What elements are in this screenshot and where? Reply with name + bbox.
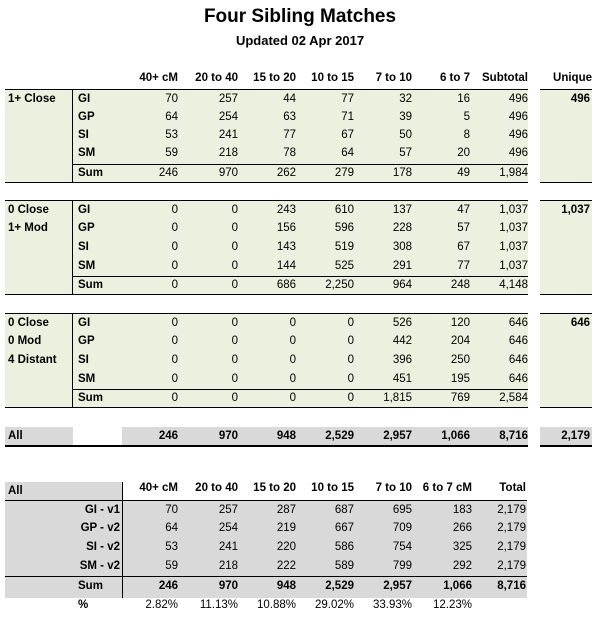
group-3-label-2: 0 Mod	[8, 335, 42, 347]
cell: 77	[457, 260, 470, 272]
cell: 241	[218, 129, 238, 141]
cell: 646	[508, 354, 528, 366]
col-header-20to40: 20 to 40	[195, 72, 238, 84]
t2-header-total: Total	[499, 482, 526, 494]
cell: 0	[171, 392, 178, 404]
cell: 8	[463, 129, 470, 141]
group-3-unique: 646	[570, 317, 590, 329]
cell: 254	[218, 111, 238, 123]
cell: 799	[392, 560, 412, 572]
row-label: GI - v1	[84, 504, 120, 516]
cell: 59	[165, 560, 178, 572]
cell: 1,037	[499, 260, 528, 272]
cell: 0	[231, 279, 238, 291]
cell: 2,957	[383, 430, 412, 442]
cell: 0	[289, 392, 296, 404]
col-header-15to20: 15 to 20	[253, 72, 296, 84]
cell: 243	[276, 204, 296, 216]
cell: 53	[165, 541, 178, 553]
group-1-unique-bottom-line	[540, 182, 592, 183]
cell: 496	[508, 111, 528, 123]
cell: 586	[334, 541, 354, 553]
row-label: GP	[78, 335, 95, 347]
row-label: GP - v2	[80, 522, 120, 534]
cell: 442	[392, 335, 412, 347]
cell: 250	[450, 354, 470, 366]
cell: 67	[457, 241, 470, 253]
cell: 2,179	[497, 504, 526, 516]
cell: 396	[392, 354, 412, 366]
cell: 143	[276, 241, 296, 253]
cell: 32	[399, 93, 412, 105]
group-3-unique-bottom-line	[540, 407, 592, 408]
cell: 204	[450, 335, 470, 347]
cell: 29.02%	[314, 599, 354, 611]
cell: 769	[450, 392, 470, 404]
cell: 0	[171, 260, 178, 272]
row-label: GP	[78, 111, 95, 123]
cell: 218	[218, 560, 238, 572]
col-header-subtotal: Subtotal	[482, 72, 528, 84]
t2-header-15to20: 15 to 20	[253, 482, 296, 494]
cell: 0	[231, 222, 238, 234]
cell: 0	[347, 392, 354, 404]
cell: 71	[341, 111, 354, 123]
cell: 496	[508, 93, 528, 105]
group-1-bottom-line	[5, 182, 528, 183]
cell: 0	[231, 354, 238, 366]
cell: 0	[171, 204, 178, 216]
cell: 78	[283, 147, 296, 159]
cell: 39	[399, 111, 412, 123]
cell: 525	[334, 260, 354, 272]
cell: 948	[276, 580, 296, 592]
cell: 1,037	[499, 222, 528, 234]
row-label: SI - v2	[86, 541, 120, 553]
cell: 0	[289, 354, 296, 366]
cell: 246	[158, 430, 178, 442]
cell: 0	[231, 392, 238, 404]
table2-corner-label: All	[8, 485, 23, 497]
cell: 646	[508, 335, 528, 347]
t2-header-20to40: 20 to 40	[195, 482, 238, 494]
group-3-divider	[72, 314, 73, 407]
cell: 248	[450, 279, 470, 291]
cell: 220	[276, 541, 296, 553]
cell: 2.82%	[145, 599, 178, 611]
t2-header-10to15: 10 to 15	[311, 482, 354, 494]
cell: 0	[171, 241, 178, 253]
all-unique-bottom-line	[540, 445, 592, 447]
col-header-7to10: 7 to 10	[375, 72, 412, 84]
cell: 451	[392, 373, 412, 385]
cell: 970	[218, 580, 238, 592]
cell: 970	[218, 430, 238, 442]
cell: 8,716	[497, 580, 526, 592]
cell: 2,179	[497, 541, 526, 553]
cell: 589	[334, 560, 354, 572]
cell: 64	[341, 147, 354, 159]
row-label: SI	[78, 354, 89, 366]
row-label: Sum	[78, 392, 103, 404]
cell: 292	[452, 560, 472, 572]
cell: 57	[457, 222, 470, 234]
cell: 70	[165, 504, 178, 516]
row-label: Sum	[78, 580, 103, 592]
cell: 0	[171, 335, 178, 347]
cell: 964	[392, 279, 412, 291]
cell: 610	[334, 204, 354, 216]
cell: 53	[165, 129, 178, 141]
cell: 137	[392, 204, 412, 216]
cell: 2,179	[497, 522, 526, 534]
col-header-10to15: 10 to 15	[311, 72, 354, 84]
row-label: SM	[78, 147, 96, 159]
cell: 287	[276, 504, 296, 516]
cell: 519	[334, 241, 354, 253]
row-label: SM	[78, 373, 96, 385]
cell: 2,529	[325, 430, 354, 442]
group-2-bottom-line	[5, 294, 528, 295]
cell: 16	[457, 93, 470, 105]
cell: 0	[289, 317, 296, 329]
cell: 695	[392, 504, 412, 516]
cell: 5	[463, 111, 470, 123]
cell: 57	[399, 147, 412, 159]
cell: 0	[231, 204, 238, 216]
cell: 0	[347, 317, 354, 329]
cell: 47	[457, 204, 470, 216]
row-label: GI	[78, 204, 91, 216]
page-title: Four Sibling Matches	[203, 6, 397, 27]
cell: 948	[276, 430, 296, 442]
row-label: Sum	[78, 167, 103, 179]
cell: 77	[341, 93, 354, 105]
cell: 596	[334, 222, 354, 234]
cell: 59	[165, 147, 178, 159]
cell: 1,815	[383, 392, 412, 404]
cell: 228	[392, 222, 412, 234]
cell: 0	[231, 373, 238, 385]
cell: 0	[347, 335, 354, 347]
cell: 257	[218, 504, 238, 516]
cell: 44	[283, 93, 296, 105]
cell: 709	[392, 522, 412, 534]
cell: 2,584	[499, 392, 528, 404]
cell: 12.23%	[432, 599, 472, 611]
cell: 686	[276, 279, 296, 291]
group-3-label-1: 0 Close	[8, 317, 49, 329]
page-subtitle: Updated 02 Apr 2017	[235, 33, 365, 48]
cell: 20	[457, 147, 470, 159]
cell: 0	[347, 354, 354, 366]
cell: 325	[452, 541, 472, 553]
t2-header-7to10: 7 to 10	[375, 482, 412, 494]
cell: 970	[218, 167, 238, 179]
row-label: GP	[78, 222, 95, 234]
cell: 120	[450, 317, 470, 329]
cell: 646	[508, 373, 528, 385]
cell: 246	[158, 167, 178, 179]
cell: 0	[231, 260, 238, 272]
cell: 0	[231, 241, 238, 253]
all-unique: 2,179	[561, 430, 590, 442]
row-label: SM - v2	[79, 560, 120, 572]
cell: 10.88%	[256, 599, 296, 611]
cell: 246	[158, 580, 178, 592]
cell: 178	[392, 167, 412, 179]
cell: 195	[450, 373, 470, 385]
cell: 308	[392, 241, 412, 253]
group-2-unique-bottom-line	[540, 294, 592, 295]
all-row-bottom-line	[5, 445, 528, 447]
row-label: Sum	[78, 279, 103, 291]
cell: 241	[218, 541, 238, 553]
cell: 1,037	[499, 204, 528, 216]
cell: 0	[171, 354, 178, 366]
row-label: GI	[78, 317, 91, 329]
cell: 526	[392, 317, 412, 329]
cell: 262	[276, 167, 296, 179]
row-label: SI	[78, 241, 89, 253]
cell: 266	[452, 522, 472, 534]
cell: 0	[231, 317, 238, 329]
all-row-label: All	[8, 430, 23, 442]
cell: 1,037	[499, 241, 528, 253]
cell: 77	[283, 129, 296, 141]
cell: 50	[399, 129, 412, 141]
cell: 49	[457, 167, 470, 179]
row-label: %	[78, 599, 89, 611]
cell: 8,716	[499, 430, 528, 442]
cell: 0	[171, 279, 178, 291]
cell: 0	[289, 373, 296, 385]
cell: 4,148	[499, 279, 528, 291]
cell: 64	[165, 522, 178, 534]
row-label: SM	[78, 260, 96, 272]
cell: 2,250	[325, 279, 354, 291]
cell: 1,984	[499, 167, 528, 179]
cell: 0	[347, 373, 354, 385]
cell: 219	[276, 522, 296, 534]
cell: 0	[171, 222, 178, 234]
cell: 11.13%	[199, 599, 238, 611]
cell: 218	[218, 147, 238, 159]
cell: 70	[165, 93, 178, 105]
col-header-unique: Unique	[553, 72, 592, 84]
cell: 0	[171, 317, 178, 329]
cell: 33.93%	[372, 599, 412, 611]
cell: 496	[508, 129, 528, 141]
group-1-label-1: 1+ Close	[8, 93, 56, 105]
cell: 183	[452, 504, 472, 516]
cell: 222	[276, 560, 296, 572]
cell: 0	[231, 335, 238, 347]
cell: 646	[508, 317, 528, 329]
cell: 754	[392, 541, 412, 553]
group-3-label-3: 4 Distant	[8, 354, 57, 366]
cell: 254	[218, 522, 238, 534]
col-header-40plus: 40+ cM	[139, 72, 178, 84]
cell: 144	[276, 260, 296, 272]
cell: 64	[165, 111, 178, 123]
cell: 291	[392, 260, 412, 272]
row-label: GI	[78, 93, 91, 105]
group-2-label-1: 0 Close	[8, 204, 49, 216]
group-2-label-2: 1+ Mod	[8, 222, 48, 234]
cell: 0	[171, 373, 178, 385]
cell: 687	[334, 504, 354, 516]
cell: 67	[341, 129, 354, 141]
row-label: SI	[78, 129, 89, 141]
cell: 257	[218, 93, 238, 105]
t2-header-6to7: 6 to 7 cM	[422, 482, 472, 494]
cell: 279	[334, 167, 354, 179]
cell: 2,179	[497, 560, 526, 572]
t2-header-40plus: 40+ cM	[139, 482, 178, 494]
group-2-divider	[72, 201, 73, 294]
group-2-unique: 1,037	[561, 204, 590, 216]
cell: 63	[283, 111, 296, 123]
cell: 2,529	[325, 580, 354, 592]
group-1-unique: 496	[570, 93, 590, 105]
group-3-bottom-line	[5, 407, 528, 408]
table2-divider	[122, 482, 123, 598]
group-1-divider	[72, 90, 73, 182]
cell: 1,066	[443, 580, 472, 592]
cell: 496	[508, 147, 528, 159]
cell: 1,066	[441, 430, 470, 442]
col-header-6to7: 6 to 7	[439, 72, 470, 84]
cell: 2,957	[383, 580, 412, 592]
cell: 156	[276, 222, 296, 234]
cell: 667	[334, 522, 354, 534]
cell: 0	[289, 335, 296, 347]
